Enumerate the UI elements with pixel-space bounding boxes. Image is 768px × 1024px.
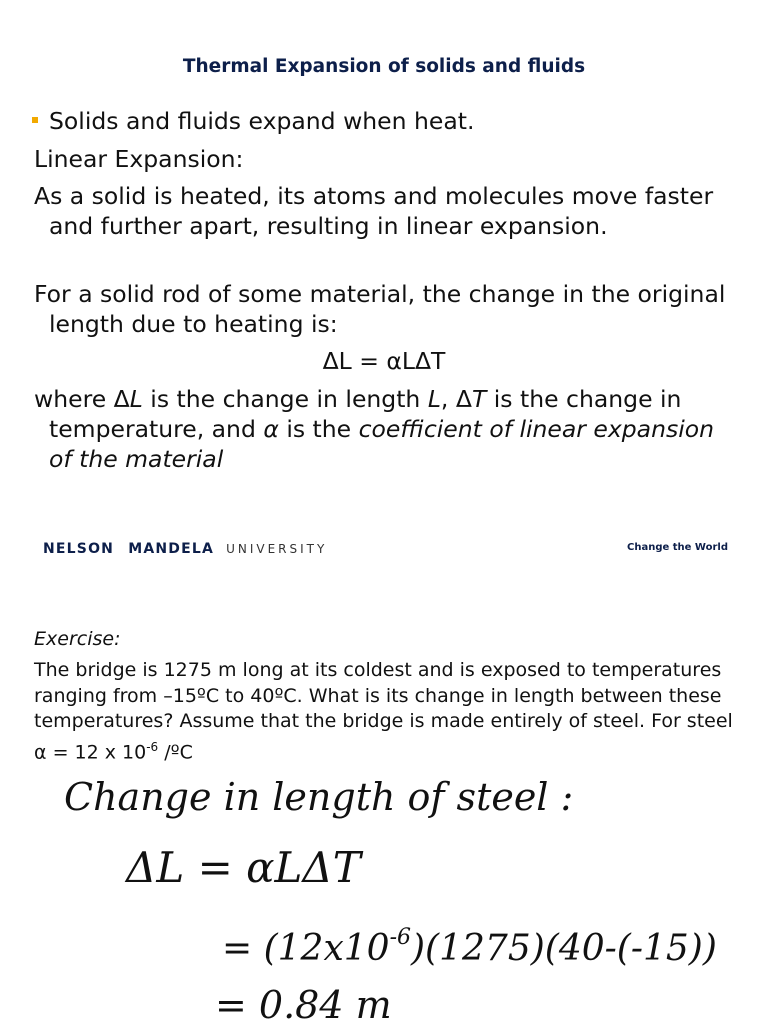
p3-L1: L	[129, 385, 143, 413]
p3-d: is the change in temperature, and	[49, 385, 682, 443]
paragraph-2-text: For a solid rod of some material, the change in the original length due to heating is:	[34, 280, 726, 338]
subheading: Linear Expansion:	[34, 145, 244, 173]
hand-line-4: = 0.84 m	[215, 983, 392, 1024]
bullet-marker	[32, 117, 38, 123]
paragraph-3	[34, 384, 734, 474]
hand-line-3	[222, 925, 717, 969]
bullet-item	[34, 106, 734, 136]
logo-university: UNIVERSITY	[226, 542, 328, 556]
hand-line-3a: = (12x10	[222, 928, 390, 969]
exercise-label: Exercise:	[34, 628, 121, 650]
exercise-unit: /ºC	[158, 740, 193, 763]
university-logo	[43, 541, 327, 557]
hand-line-3-rest: )(1275)(40-(-15))	[411, 928, 717, 969]
p3-alpha: α	[263, 415, 279, 443]
p3-T: T	[471, 385, 487, 413]
slide-title: Thermal Expansion of solids and fluids	[182, 56, 586, 77]
logo-nelson: NELSON	[43, 541, 115, 557]
hand-line-2: ΔL = αLΔT	[126, 843, 361, 892]
p3-e: is the	[278, 415, 359, 443]
paragraph-2	[34, 279, 734, 339]
exercise-text	[34, 658, 734, 763]
p3-italic: coefficient of linear expansion of the material	[49, 415, 715, 473]
logo-mandela: MANDELA	[128, 541, 215, 557]
exercise-main: The bridge is 1275 m long at its coldest and is exposed to temperatures ranging from –15ºC to 40ºC. What is its change in length between these temperatures? Assume that the bridge is made entirely of steel. For steel α = 12 x 10	[34, 659, 733, 763]
formula: ΔL = αLΔT	[322, 347, 446, 375]
paragraph-1-text: As a solid is heated, its atoms and molecules move faster and further apart, resulting in linear expansion.	[34, 182, 714, 240]
p3-L2: L	[427, 385, 441, 413]
exercise-exponent: -6	[146, 739, 159, 754]
hand-line-3-exp: -6	[389, 925, 412, 950]
bullet-text: Solids and fluids expand when heat.	[49, 107, 475, 135]
hand-line-1: Change in length of steel :	[64, 775, 574, 819]
p3-a: where Δ	[34, 385, 130, 413]
p3-c: , Δ	[440, 385, 472, 413]
handwritten-solution	[0, 750, 768, 1024]
tagline: Change the World	[627, 542, 728, 553]
p3-b: is the change in length	[142, 385, 428, 413]
paragraph-1	[34, 181, 734, 241]
